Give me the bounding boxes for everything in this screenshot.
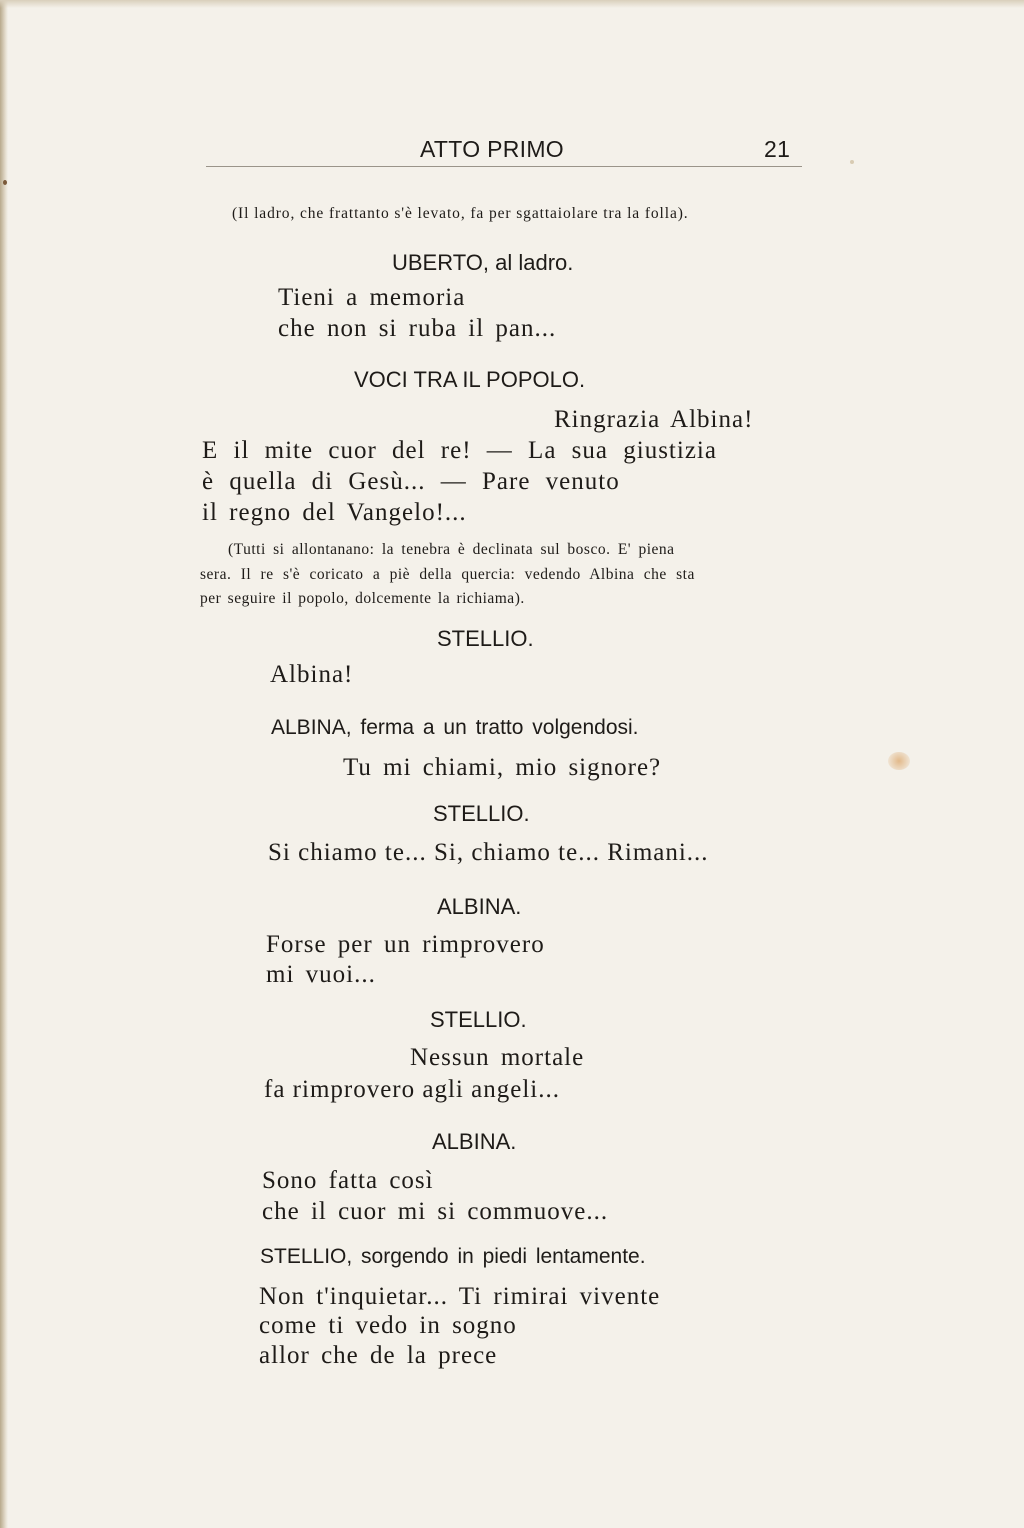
verse-line: Tu mi chiami, mio signore? [343, 754, 662, 781]
verse-line: fa rimprovero agli angeli... [264, 1076, 560, 1103]
character-cue: ALBINA. [432, 1129, 517, 1154]
character-cue: STELLIO. [437, 626, 534, 651]
stage-direction: per seguire il popolo, dolcemente la richiama). [200, 590, 525, 607]
running-title: ATTO PRIMO [420, 136, 564, 162]
verse-line: mi vuoi... [266, 961, 376, 988]
verse-line: Ringrazia Albina! [554, 406, 754, 433]
header-rule [206, 166, 802, 167]
character-cue: STELLIO. [433, 801, 530, 826]
character-cue: ALBINA, ferma a un tratto volgendosi. [271, 716, 639, 739]
page-edge-top [0, 0, 1024, 8]
foxing-spot [888, 752, 910, 770]
character-cue: STELLIO. [430, 1007, 527, 1032]
verse-line: Albina! [270, 661, 354, 688]
character-cue: STELLIO, sorgendo in piedi lentamente. [260, 1245, 646, 1268]
verse-line: E il mite cuor del re! — La sua giustizia [202, 437, 717, 464]
verse-line: Si chiamo te... Si, chiamo te... Rimani... [268, 839, 709, 866]
character-cue: VOCI TRA IL POPOLO. [354, 367, 586, 392]
verse-line: Forse per un rimprovero [266, 931, 545, 958]
verse-line: è quella di Gesù... — Pare venuto [202, 468, 620, 495]
verse-line: Tieni a memoria [278, 284, 466, 311]
verse-line: Non t'inquietar... Ti rimirai vivente [259, 1283, 661, 1310]
stage-direction: sera. Il re s'è coricato a piè della quercia: vedendo Albina che sta [200, 566, 695, 583]
paper-speck [850, 160, 854, 164]
verse-line: come ti vedo in sogno [259, 1312, 517, 1339]
stage-direction: (Il ladro, che frattanto s'è levato, fa per sgattaiolare tra la folla). [232, 205, 689, 222]
stage-direction: (Tutti si allontanano: la tenebra è declinata sul bosco. E' piena [228, 541, 675, 558]
page-edge [0, 0, 8, 1528]
verse-line: allor che de la prece [259, 1342, 498, 1369]
verse-line: il regno del Vangelo!... [202, 499, 467, 526]
verse-line: Sono fatta così [262, 1167, 434, 1194]
character-cue: ALBINA. [437, 894, 522, 919]
ink-speck [3, 180, 7, 185]
verse-line: Nessun mortale [410, 1044, 585, 1071]
verse-line: che il cuor mi si commuove... [262, 1198, 609, 1225]
verse-line: che non si ruba il pan... [278, 315, 557, 342]
page-number: 21 [764, 136, 791, 162]
character-cue: UBERTO, al ladro. [392, 250, 574, 275]
